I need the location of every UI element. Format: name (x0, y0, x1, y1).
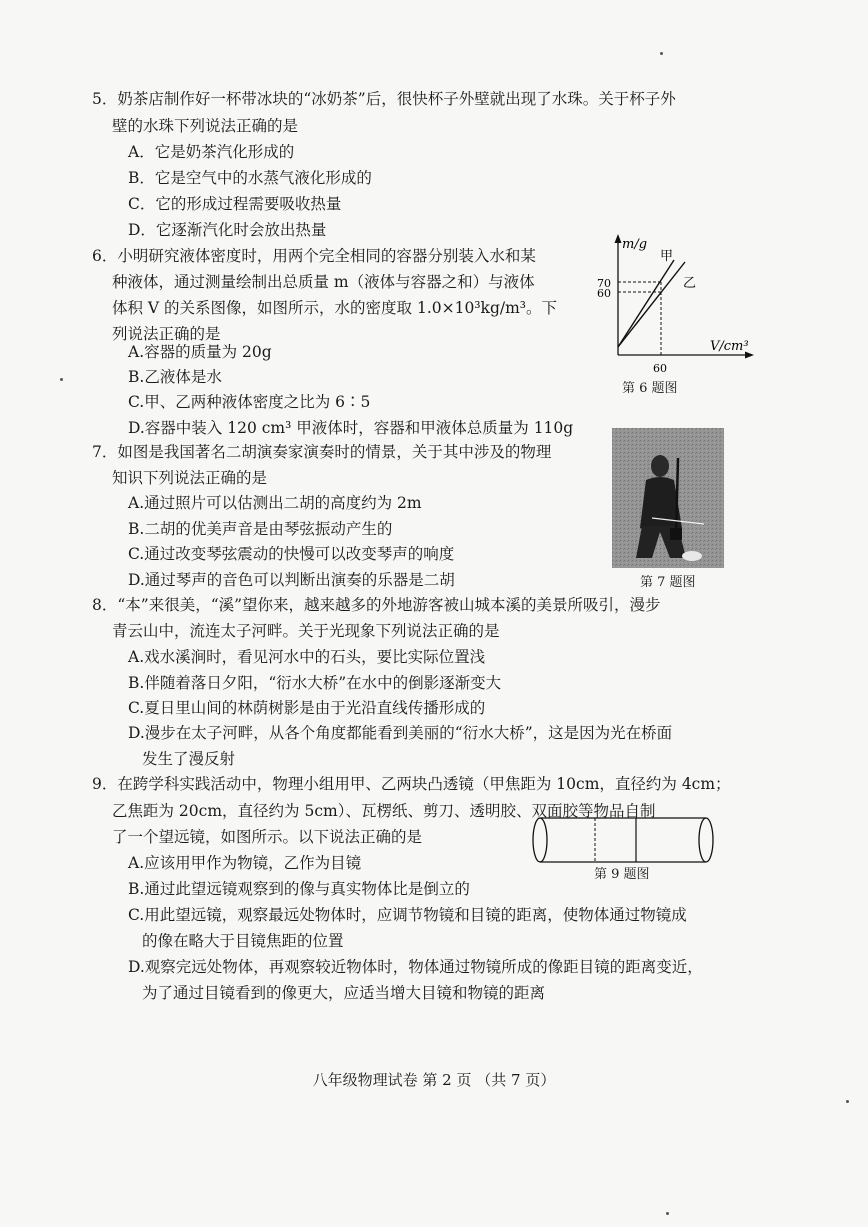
q5-stem-line2: 壁的水珠下列说法正确的是 (112, 117, 299, 135)
q9-stem-line2: 乙焦距为 20cm，直径约为 5cm）、瓦楞纸、剪刀、透明胶、双面胶等物品自制 (112, 802, 656, 820)
q6-label-jia: 甲 (660, 249, 674, 264)
floor-highlight (682, 551, 702, 561)
page-footer: 八年级物理试卷 第 2 页 （共 7 页） (312, 1071, 556, 1089)
q6-stem-line1: 6．小明研究液体密度时，用两个完全相同的容器分别装入水和某 (92, 247, 536, 265)
scan-speck (846, 1100, 849, 1103)
q7-stem-line1: 7．如图是我国著名二胡演奏家演奏时的情景，关于其中涉及的物理 (92, 443, 552, 461)
q9-option-c-cont: 的像在略大于目镜焦距的位置 (142, 932, 344, 950)
q5-stem-line1: 5．奶茶店制作好一杯带冰块的“冰奶茶”后，很快杯子外壁就出现了水珠。关于杯子外 (92, 90, 676, 108)
q6-option-b: B.乙液体是水 (128, 368, 222, 386)
q6-tick-70: 70 (597, 277, 611, 290)
q6-tick-x60: 60 (653, 362, 667, 375)
q8-stem-line1: 8．“本”来很美，“溪”望你来，越来越多的外地游客被山城本溪的美景所吸引，漫步 (92, 596, 661, 614)
lens-right (699, 818, 713, 862)
q8-option-c: C.夏日里山间的林荫树影是由于光沿直线传播形成的 (128, 699, 486, 717)
q5-option-c: C．它的形成过程需要吸收热量 (128, 195, 342, 213)
q8-option-a: A.戏水溪涧时，看见河水中的石头，要比实际位置浅 (128, 648, 486, 666)
scan-speck (60, 378, 63, 381)
q9-figure-caption: 第 9 题图 (594, 867, 650, 882)
q9-option-d: D.观察完远处物体，再观察较近物体时，物体通过物镜所成的像距目镜的距离变近， (128, 958, 703, 976)
q6-stem-line4: 列说法正确的是 (112, 325, 221, 343)
q6-stem-line2: 种液体，通过测量绘制出总质量 m（液体与容器之和）与液体 (112, 273, 535, 291)
q6-x-label: V/cm³ (710, 339, 749, 354)
q9-option-a: A.应该用甲作为物镜，乙作为目镜 (128, 854, 362, 872)
q6-figure-graph (590, 230, 760, 400)
q6-option-d: D.容器中装入 120 cm³ 甲液体时，容器和甲液体总质量为 110g (128, 419, 574, 437)
q9-figure-telescope (528, 814, 718, 866)
q6-option-c: C.甲、乙两种液体密度之比为 6∶5 (128, 393, 371, 411)
q9-stem-line3: 了一个望远镜，如图所示。以下说法正确的是 (112, 828, 423, 846)
q9-stem-line1: 9．在跨学科实践活动中，物理小组用甲、乙两块凸透镜（甲焦距为 10cm，直径约为 4cm； (92, 775, 731, 793)
scan-speck (660, 52, 663, 55)
q6-line-jia (618, 260, 674, 347)
q6-label-yi: 乙 (683, 276, 697, 291)
q8-option-d-cont: 发生了漫反射 (142, 750, 236, 768)
q8-stem-line2: 青云山中，流连太子河畔。关于光现象下列说法正确的是 (112, 622, 500, 640)
q6-line-yi (618, 262, 685, 347)
erhu-body (670, 528, 682, 540)
scan-speck (666, 1212, 669, 1215)
q5-option-d: D．它逐渐汽化时会放出热量 (128, 221, 327, 239)
q7-stem-line2: 知识下列说法正确的是 (112, 469, 268, 487)
q6-option-a: A.容器的质量为 20g (128, 343, 272, 361)
q8-option-b: B.伴随着落日夕阳，“衍水大桥”在水中的倒影逐渐变大 (128, 674, 502, 692)
q9-option-c: C.用此望远镜，观察最远处物体时，应调节物镜和目镜的距离，使物体通过物镜成 (128, 906, 687, 924)
q7-option-c: C.通过改变琴弦震动的快慢可以改变琴声的响度 (128, 545, 455, 563)
q6-y-label: m/g (622, 237, 648, 252)
q7-option-b: B.二胡的优美声音是由琴弦振动产生的 (128, 520, 393, 538)
q6-y-arrow (615, 234, 622, 243)
q5-option-b: B．它是空气中的水蒸气液化形成的 (128, 169, 372, 187)
q7-option-d: D.通过琴声的音色可以判断出演奏的乐器是二胡 (128, 571, 455, 589)
q7-figure-caption: 第 7 题图 (640, 575, 696, 590)
q6-stem-line3: 体积 V 的关系图像，如图所示，水的密度取 1.0×10³kg/m³。下 (112, 299, 557, 317)
q5-option-a: A．它是奶茶汽化形成的 (128, 143, 295, 161)
q9-option-d-cont: 为了通过目镜看到的像更大，应适当增大目镜和物镜的距离 (142, 984, 546, 1002)
q6-tick-60: 60 (597, 287, 611, 300)
q7-figure-photo (612, 428, 724, 568)
q8-option-d: D.漫步在太子河畔，从各个角度都能看到美丽的“衍水大桥”，这是因为光在桥面 (128, 724, 673, 742)
lens-left (533, 818, 547, 862)
q7-option-a: A.通过照片可以估测出二胡的高度约为 2m (128, 494, 422, 512)
performer-head (651, 455, 669, 477)
q9-option-b: B.通过此望远镜观察到的像与真实物体比是倒立的 (128, 880, 470, 898)
q6-figure-caption: 第 6 题图 (622, 381, 678, 396)
